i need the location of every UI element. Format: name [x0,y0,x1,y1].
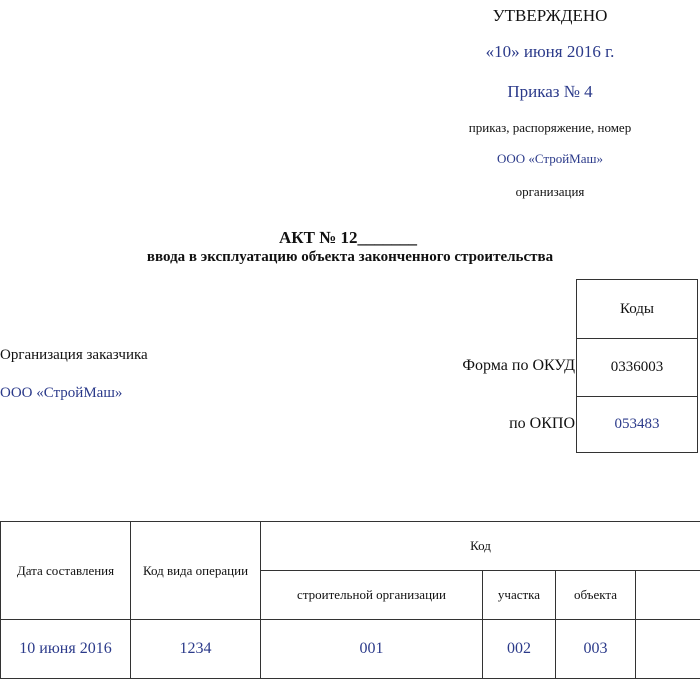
cell-extra [636,620,700,679]
header-builder-org: строительной организации [261,571,483,620]
act-subtitle: ввода в эксплуатацию объекта законченного строительства [146,249,554,265]
header-date: Дата составления [1,522,131,620]
header-site: участка [483,571,556,620]
header-object: объекта [556,571,636,620]
approved-heading: УТВЕРЖДЕНО [492,6,608,25]
header-op-code: Код вида операции [131,522,261,620]
act-title: АКТ № 12_______ [278,228,418,247]
cell-builder-org: 001 [261,620,483,679]
okpo-value: 053483 [577,396,697,452]
approval-order: Приказ № 4 [507,82,593,101]
customer-value: ООО «СтройМаш» [0,385,123,401]
approval-date: «10» июня 2016 г. [485,42,615,61]
cell-object: 003 [556,620,636,679]
cell-site: 002 [483,620,556,679]
operations-table [0,521,700,679]
header-empty [636,571,700,620]
approval-organization-caption: организация [515,184,585,199]
okud-label: Форма по ОКУД [462,357,575,374]
cell-op-code: 1234 [131,620,261,679]
codes-box [576,279,698,453]
header-code-group: Код [261,522,700,571]
customer-label: Организация заказчика [0,347,148,363]
codes-header: Коды [619,300,655,317]
cell-date: 10 июня 2016 [1,620,131,679]
approval-order-caption: приказ, распоряжение, номер [468,120,632,135]
okpo-label: по ОКПО [509,415,575,432]
approval-organization: ООО «СтройМаш» [496,151,604,166]
okud-value: 0336003 [577,338,697,396]
